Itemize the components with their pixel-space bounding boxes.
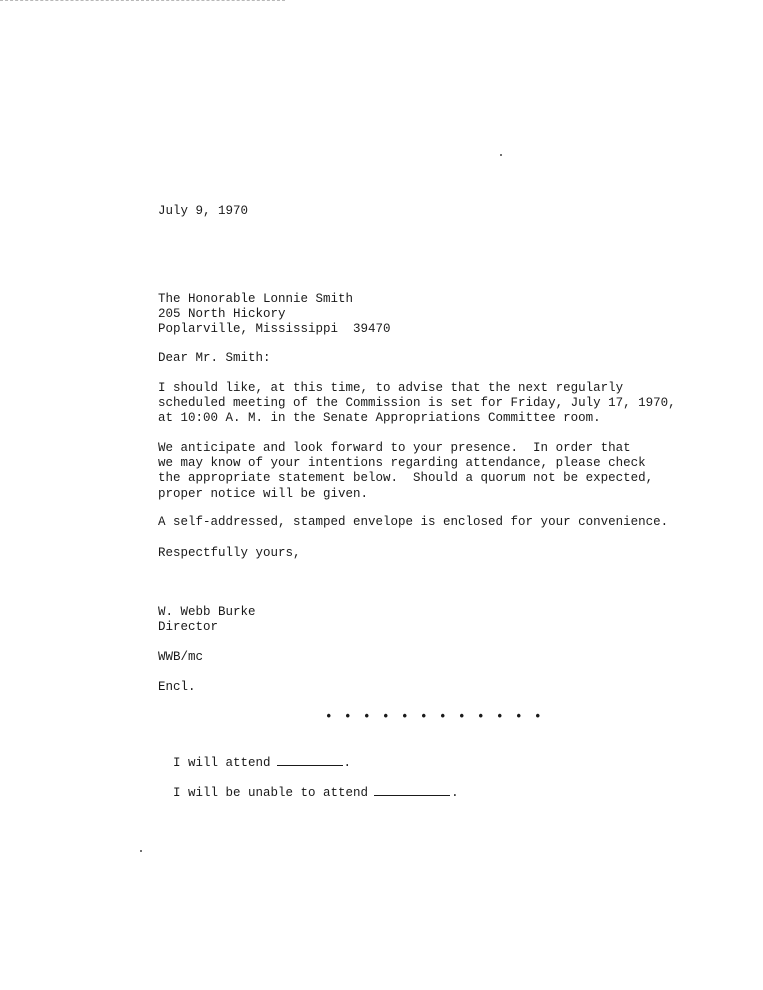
recipient-line: Poplarville, Mississippi 39470 xyxy=(158,322,391,337)
response-attend xyxy=(158,739,351,771)
unable-check-blank[interactable] xyxy=(374,784,450,796)
stray-dot-top xyxy=(500,154,502,156)
typist-initials: WWB/mc xyxy=(158,650,204,664)
paragraph-envelope: A self-addressed, stamped envelope is enclosed for your convenience. xyxy=(158,515,669,529)
attend-check-blank[interactable] xyxy=(277,754,343,766)
paragraph-line: the appropriate statement below. Should a quorum not be expected, xyxy=(158,471,654,486)
top-edge-dashes xyxy=(0,0,285,1)
salutation: Dear Mr. Smith: xyxy=(158,351,271,365)
paragraph-line: scheduled meeting of the Commission is set for Friday, July 17, 1970, xyxy=(158,396,676,411)
signer-name: W. Webb Burke xyxy=(158,605,256,619)
letter-date: July 9, 1970 xyxy=(158,204,249,218)
recipient-address xyxy=(158,292,391,338)
response-unable-label: I will be unable to attend xyxy=(173,786,369,800)
response-period: . xyxy=(451,786,459,800)
signature-block xyxy=(158,605,256,635)
paragraph-line: proper notice will be given. xyxy=(158,486,369,501)
recipient-line: 205 North Hickory xyxy=(158,307,286,322)
paragraph-meeting-notice xyxy=(158,381,676,427)
response-unable xyxy=(158,769,459,801)
paragraph-line: I should like, at this time, to advise that the next regularly xyxy=(158,381,624,395)
dotted-separator: • • • • • • • • • • • • xyxy=(325,710,544,724)
paragraph-line: at 10:00 A. M. in the Senate Appropriations Committee room. xyxy=(158,411,601,426)
paragraph-attendance xyxy=(158,441,653,502)
paragraph-line: we may know of your intentions regarding attendance, please check xyxy=(158,456,646,471)
paragraph-line: We anticipate and look forward to your presence. In order that xyxy=(158,441,631,455)
response-attend-label: I will attend xyxy=(173,756,271,770)
response-period: . xyxy=(343,756,352,770)
recipient-line: The Honorable Lonnie Smith xyxy=(158,292,354,306)
enclosure-note: Encl. xyxy=(158,680,196,694)
signer-title: Director xyxy=(158,620,219,635)
closing: Respectfully yours, xyxy=(158,546,301,560)
stray-dot-bottom xyxy=(140,850,142,852)
